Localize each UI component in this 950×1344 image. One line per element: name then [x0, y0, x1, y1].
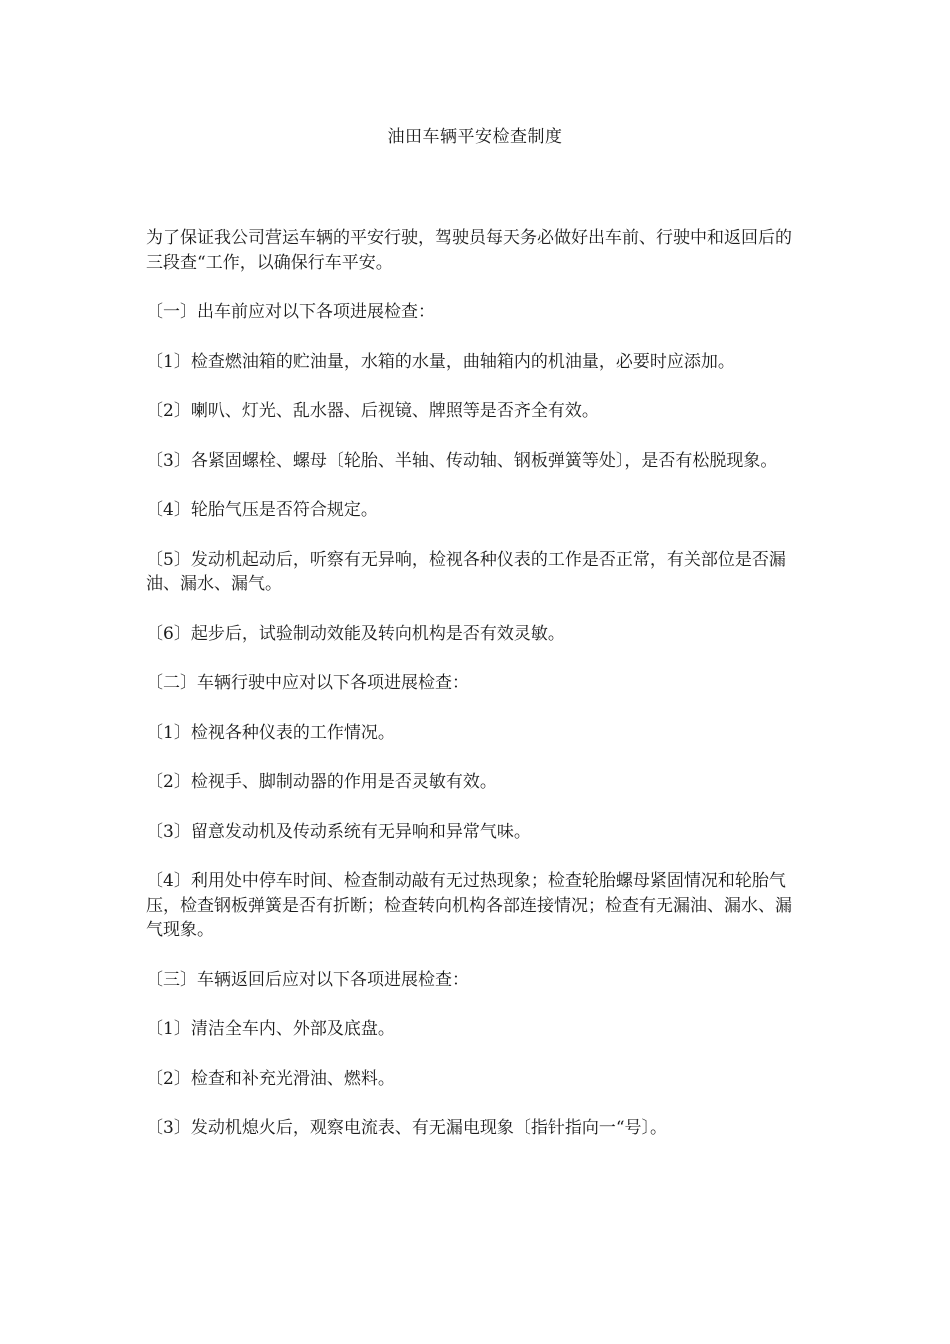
list-item: 〔3〕留意发动机及传动系统有无异响和异常气味。 — [146, 821, 531, 842]
list-item: 〔1〕清洁全车内、外部及底盘。 — [146, 1019, 395, 1039]
list-item: 〔2〕检查和补充光滑油、燃料。 — [146, 1068, 395, 1089]
list-item: 〔5〕发动机起动后，听察有无异响，检视各种仪表的工作是否正常，有关部位是否漏油、漏水、漏气。 — [146, 549, 786, 594]
section-heading-while-driving: 〔二〕车辆行驶中应对以下各项进展检查： — [146, 673, 469, 693]
list-item: 〔1〕检查燃油箱的贮油量，水箱的水量，曲轴箱内的机油量，必要时应添加。 — [146, 351, 735, 372]
list-item: 〔2〕检视手、脚制动器的作用是否灵敏有效。 — [146, 772, 497, 792]
list-item: 〔3〕发动机熄火后，观察电流表、有无漏电现象〔指针指向一“号〕。 — [146, 1118, 668, 1138]
list-item: 〔4〕轮胎气压是否符合规定。 — [146, 500, 378, 520]
list-item: 〔3〕各紧固螺栓、螺母〔轮胎、半轴、传动轴、钢板弹簧等处〕，是否有松脱现象。 — [146, 450, 778, 471]
section-heading-after-return: 〔三〕车辆返回后应对以下各项进展检查： — [146, 969, 469, 990]
list-item: 〔2〕喇叭、灯光、乱水器、后视镜、牌照等是否齐全有效。 — [146, 401, 599, 421]
document-body — [146, 226, 806, 1166]
list-item: 〔4〕利用处中停车时间、检查制动敲有无过热现象；检查轮胎螺母紧固情况和轮胎气压，检查钢板弹簧是否有折断；检查转向机构各部连接情况；检查有无漏油、漏水、漏气现象。 — [146, 871, 792, 940]
list-item: 〔6〕起步后，试验制动效能及转向机构是否有效灵敏。 — [146, 623, 565, 644]
paragraph-intro: 为了保证我公司营运车辆的平安行驶，驾驶员每天务必做好出车前、行驶中和返回后的三段查“工作，以确保行车平安。 — [146, 228, 792, 273]
document-title: 油田车辆平安检查制度 — [387, 127, 563, 147]
list-item: 〔1〕检视各种仪表的工作情况。 — [146, 722, 395, 743]
section-heading-before-departure: 〔一〕出车前应对以下各项进展检查： — [146, 302, 435, 322]
